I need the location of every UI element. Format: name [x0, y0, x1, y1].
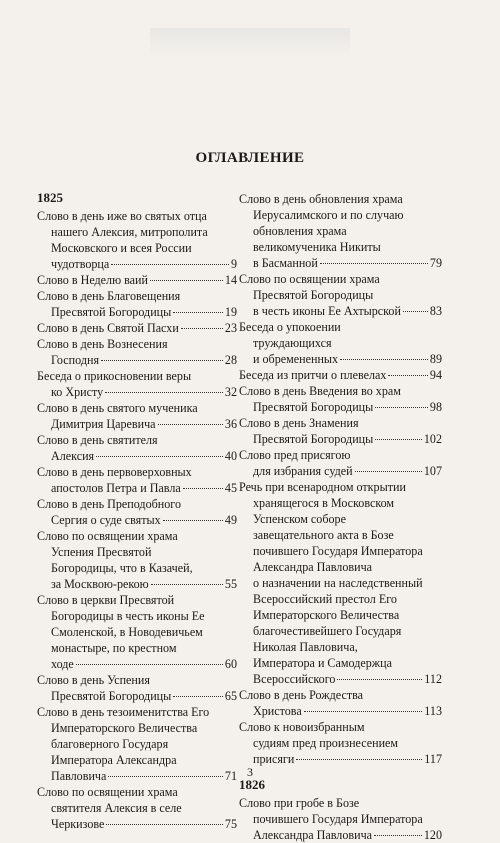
toc-entry-line: Слово пред присягою [239, 448, 351, 462]
toc-entry[interactable] [37, 496, 237, 528]
toc-entry-line [37, 304, 237, 320]
toc-page-number: 23 [224, 321, 237, 335]
bleed-through-shadow [150, 28, 350, 58]
toc-page-number: 98 [429, 400, 442, 414]
toc-left-column [37, 188, 237, 832]
toc-entry[interactable] [239, 795, 442, 843]
toc-entry-line: Иерусалимского и по случаю [253, 208, 404, 222]
toc-page-number: 94 [429, 368, 442, 382]
toc-page-number: 89 [429, 352, 442, 366]
toc-page-number: 45 [224, 481, 237, 495]
toc-entry-line [239, 399, 442, 415]
toc-entry-line [239, 367, 442, 383]
toc-entry-text: Димитрия Царевича [51, 417, 156, 431]
dot-leader [96, 455, 223, 457]
toc-entry-line: Богородицы, что в Казачей, [51, 561, 193, 575]
toc-page-number: 60 [224, 657, 237, 671]
toc-entry-line: Слово в день обновления храма [239, 192, 403, 206]
toc-entry[interactable] [37, 208, 237, 272]
toc-entry-line: Беседа о упокоении [239, 320, 341, 334]
toc-entry-line [239, 255, 442, 271]
toc-year-heading: 1825 [37, 190, 63, 205]
toc-entry-line [37, 688, 237, 704]
toc-page-number: 83 [429, 304, 442, 318]
toc-entry-text: Черкизове [51, 817, 105, 831]
toc-entry-line: Слово в день Благовещения [37, 289, 181, 303]
toc-entry-line [37, 272, 237, 288]
toc-entry-line: Слово в день Знамения [239, 416, 359, 430]
toc-entry-text: присяги [253, 752, 295, 766]
toc-page-number: 9 [230, 257, 237, 271]
toc-year-heading: 1826 [239, 777, 265, 792]
toc-entry-line: благочестивейшего Государя [253, 624, 402, 638]
toc-entry-text: Пресвятой Богородицы [253, 432, 374, 446]
dot-leader [101, 359, 223, 361]
toc-page-number: 117 [424, 752, 442, 766]
dot-leader [296, 758, 422, 760]
dot-leader [375, 438, 422, 440]
toc-entry-text: Слово в Неделю ваий [37, 273, 148, 287]
toc-entry-line: почившего Государя Императора [253, 544, 423, 558]
toc-entry-line: Императора и Самодержца [253, 656, 392, 670]
dot-leader [374, 834, 422, 836]
toc-entry-line: завещательного акта в Бозе [253, 528, 394, 542]
dot-leader [388, 374, 427, 376]
toc-entry-text: и обремененных [253, 352, 339, 366]
toc-entry-line: Слово в день Успения [37, 673, 150, 687]
toc-entry-line [37, 448, 237, 464]
toc-entry-text: за Москвою-рекою [51, 577, 149, 591]
toc-entry-line: святителя Алексия в селе [51, 801, 182, 815]
toc-entry-line: Успения Пресвятой [51, 545, 152, 559]
toc-entry-line: Слово при гробе в Бозе [239, 796, 360, 810]
toc-page-number: 71 [224, 769, 237, 783]
toc-page-number: 120 [423, 828, 442, 842]
toc-entry-line: судиям пред произнесением [253, 736, 399, 750]
toc-entry[interactable] [37, 288, 237, 320]
toc-entry-line: Слово в день Преподобного [37, 497, 182, 511]
toc-page-number: 19 [224, 305, 237, 319]
toc-entry-line: великомученика Никиты [253, 240, 381, 254]
dot-leader [355, 470, 422, 472]
toc-entry-line: Богородицы в честь иконы Ее [51, 609, 205, 623]
toc-entry-line: Слово в день Введения во храм [239, 384, 401, 398]
toc-entry[interactable] [239, 383, 442, 415]
toc-entry-line: обновления храма [253, 224, 347, 238]
toc-entry-line: хранящегося в Московском [253, 496, 395, 510]
toc-entry-line: Слово по освящении храма [37, 529, 178, 543]
dot-leader [173, 695, 223, 697]
toc-entry-text: Алексия [51, 449, 95, 463]
toc-entry-line [37, 256, 237, 272]
dot-leader [150, 279, 223, 281]
toc-entry-line: Речь при всенародном открытии [239, 480, 406, 494]
toc-entry-text: в честь иконы Ее Ахтырской [253, 304, 401, 318]
toc-page-number: 36 [224, 417, 237, 431]
toc-entry-text: в Басманной [253, 256, 318, 270]
dot-leader [111, 263, 229, 265]
dot-leader [163, 519, 223, 521]
toc-page-number: 107 [423, 464, 442, 478]
toc-entry[interactable] [37, 320, 237, 336]
toc-entry-text: ко Христу [51, 385, 104, 399]
toc-entry-line: Беседа о прикосновении веры [37, 369, 192, 383]
toc-page-number: 113 [424, 704, 442, 718]
toc-entry-text: для избрания судей [253, 464, 353, 478]
toc-entry-line: Слово в день иже во святых отца [37, 209, 207, 223]
toc-entry-line: Слово по освящении храма [239, 272, 380, 286]
toc-entry-text: Пресвятой Богородицы [51, 305, 172, 319]
toc-entry-line: Слово в церкви Пресвятой [37, 593, 175, 607]
toc-entry[interactable] [239, 719, 442, 767]
toc-page-number: 40 [224, 449, 237, 463]
dot-leader [158, 423, 223, 425]
toc-entry-line: труждающихся [253, 336, 332, 350]
toc-entry-line [37, 816, 237, 832]
toc-entry-line [239, 431, 442, 447]
toc-entry-line: Всероссийский престол Его [253, 592, 397, 606]
page-number: 3 [247, 765, 253, 779]
toc-right-column [239, 191, 442, 843]
toc-entry[interactable] [239, 447, 442, 479]
toc-entry-line: почившего Государя Императора [253, 812, 423, 826]
toc-entry-line: о назначении на наследственный [253, 576, 423, 590]
toc-entry-text: Христова [253, 704, 302, 718]
toc-entry-text: Александра Павловича [253, 828, 373, 842]
toc-entry-line: Николая Павловича, [253, 640, 358, 654]
toc-entry-line: Александра Павловича [253, 560, 373, 574]
dot-leader [76, 663, 223, 665]
toc-entry-line [37, 384, 237, 400]
toc-entry[interactable] [37, 592, 237, 672]
toc-entry-line [37, 352, 237, 368]
toc-entry-text: Господня [51, 353, 100, 367]
toc-entry-line: Слово в день первоверховных [37, 465, 192, 479]
toc-page-number: 102 [423, 432, 442, 446]
toc-entry-line [37, 576, 237, 592]
toc-entry-line [37, 656, 237, 672]
toc-entry-line [239, 671, 442, 687]
dot-leader [340, 358, 428, 360]
toc-entry-line: Слово по освящении храма [37, 785, 178, 799]
toc-entry[interactable] [239, 367, 442, 383]
dot-leader [105, 391, 223, 393]
toc-page-number: 28 [224, 353, 237, 367]
toc-entry-line: Императорского Величества [253, 608, 400, 622]
toc-entry-line [37, 416, 237, 432]
toc-entry-line [239, 463, 442, 479]
toc-entry-text: апостолов Петра и Павла [51, 481, 181, 495]
toc-entry-line [37, 320, 237, 336]
dot-leader [181, 327, 223, 329]
toc-entry[interactable] [239, 319, 442, 367]
toc-entry-line [239, 303, 442, 319]
toc-entry[interactable] [239, 415, 442, 447]
toc-page-number: 65 [224, 689, 237, 703]
toc-entry[interactable] [239, 191, 442, 271]
toc-entry-line: Слово в день святого мученика [37, 401, 198, 415]
toc-page-number: 75 [224, 817, 237, 831]
page-title: ОГЛАВЛЕНИЕ [195, 150, 305, 166]
toc-entry-text: Всероссийского [253, 672, 336, 686]
toc-entry-line: Смоленской, в Новодевичьем [51, 625, 203, 639]
toc-entry-line: Слово к новоизбранным [239, 720, 365, 734]
toc-entry[interactable] [37, 672, 237, 704]
toc-entry-line: благоверного Государя [51, 737, 169, 751]
toc-entry-line: Слово в день Рождества [239, 688, 364, 702]
toc-entry[interactable] [37, 464, 237, 496]
toc-entry[interactable] [37, 432, 237, 464]
toc-page-number: 14 [224, 273, 237, 287]
toc-entry-text: Слово в день Святой Пасхи [37, 321, 179, 335]
dot-leader [151, 583, 223, 585]
toc-entry[interactable] [239, 479, 442, 687]
toc-entry[interactable] [37, 336, 237, 368]
toc-entry-line: нашего Алексия, митрополита [51, 225, 208, 239]
toc-entry[interactable] [37, 528, 237, 592]
dot-leader [173, 311, 223, 313]
dot-leader [337, 678, 422, 680]
toc-entry-line [239, 351, 442, 367]
toc-entry-line [37, 512, 237, 528]
toc-entry-line: Успенском соборе [253, 512, 346, 526]
toc-entry-text: Пресвятой Богородицы [51, 689, 172, 703]
dot-leader [320, 262, 428, 264]
toc-entry-line [239, 703, 442, 719]
toc-page-number: 112 [424, 672, 442, 686]
toc-entry-line: Слово в день тезоименитства Его [37, 705, 210, 719]
toc-page-number: 32 [224, 385, 237, 399]
dot-leader [304, 710, 423, 712]
dot-leader [106, 823, 223, 825]
toc-entry-line [239, 827, 442, 843]
dot-leader [403, 310, 428, 312]
toc-entry-text: ходе [51, 657, 74, 671]
toc-entry[interactable] [37, 784, 237, 832]
dot-leader [183, 487, 223, 489]
toc-entry[interactable] [239, 687, 442, 719]
toc-page-number: 55 [224, 577, 237, 591]
toc-entry[interactable] [239, 271, 442, 319]
toc-entry-line: Императорского Величества [51, 721, 198, 735]
toc-entry-text: Сергия о суде святых [51, 513, 161, 527]
toc-entry[interactable] [37, 272, 237, 288]
toc-entry-line: Пресвятой Богородицы [253, 288, 374, 302]
toc-entry-line [37, 480, 237, 496]
toc-page-number: 49 [224, 513, 237, 527]
toc-entry[interactable] [37, 368, 237, 400]
toc-entry-line: Московского и всея России [51, 241, 192, 255]
toc-entry[interactable] [37, 400, 237, 432]
dot-leader [375, 406, 428, 408]
toc-entry-line: Слово в день святителя [37, 433, 158, 447]
toc-entry-text: Беседа из притчи о плевелах [239, 368, 387, 382]
toc-entry-text: чудотворца [51, 257, 110, 271]
toc-entry-line: Слово в день Вознесения [37, 337, 168, 351]
toc-entry-line: монастыре, по крестном [51, 641, 177, 655]
toc-entry-text: Павловича [51, 769, 107, 783]
toc-page-number: 79 [429, 256, 442, 270]
toc-entry-line: Императора Александра [51, 753, 177, 767]
toc-entry-text: Пресвятой Богородицы [253, 400, 374, 414]
